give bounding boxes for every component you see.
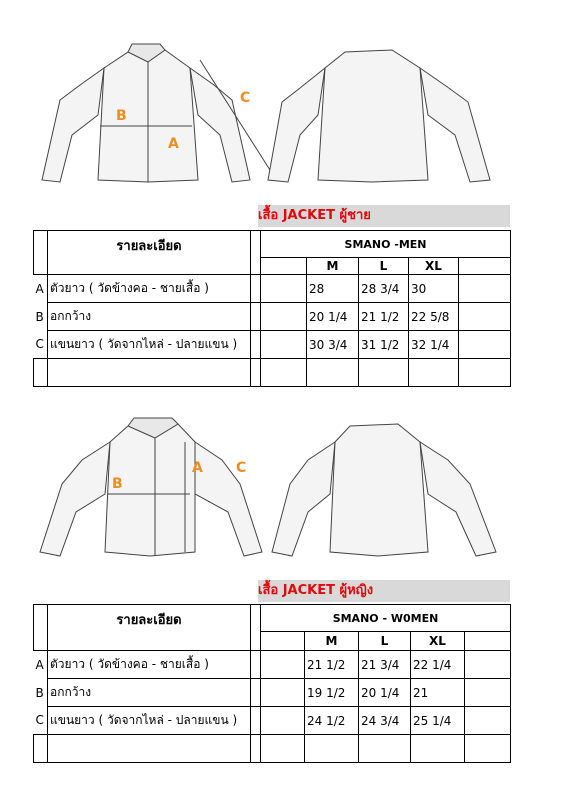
women-jacket-sketch [0, 412, 565, 572]
value-xl: 25 1/4 [411, 707, 465, 735]
table-row [34, 275, 511, 303]
value-m: 28 [307, 275, 359, 303]
men-jacket-sketch [0, 40, 565, 200]
men-brand: SMANO -MEN [261, 231, 511, 258]
women-banner: เสื้อ JACKET ผู้หญิง [258, 580, 510, 602]
value-m: 30 3/4 [307, 331, 359, 359]
value-m: 20 1/4 [307, 303, 359, 331]
table-row [34, 679, 511, 707]
women-brand: SMANO - W0MEN [261, 605, 511, 632]
measure-label-b: B [116, 108, 127, 124]
men-size-m: M [307, 258, 359, 275]
value-l: 28 3/4 [359, 275, 409, 303]
row-label: แขนยาว ( วัดจากไหล่ - ปลายแขน ) [48, 707, 251, 735]
value-xl: 32 1/4 [409, 331, 459, 359]
value-xl: 30 [409, 275, 459, 303]
measure-label-a: A [168, 136, 179, 152]
measure-label-c: C [236, 460, 247, 476]
table-row [34, 331, 511, 359]
women-size-table [33, 604, 510, 763]
men-banner: เสื้อ JACKET ผู้ชาย [258, 205, 510, 227]
value-xl: 22 5/8 [409, 303, 459, 331]
value-m: 21 1/2 [305, 651, 359, 679]
women-size-m: M [305, 632, 359, 651]
row-letter: A [35, 657, 44, 672]
table-row [34, 651, 511, 679]
value-m: 24 1/2 [305, 707, 359, 735]
measure-label-c: C [240, 90, 251, 106]
value-l: 21 1/2 [359, 303, 409, 331]
measure-label-b: B [112, 476, 123, 492]
row-letter: C [35, 337, 44, 352]
table-row [34, 707, 511, 735]
women-size-l: L [359, 632, 411, 651]
men-desc-header: รายละเอียด [48, 231, 251, 275]
row-letter: A [35, 281, 44, 296]
value-l: 20 1/4 [359, 679, 411, 707]
row-label: อกกว้าง [48, 679, 251, 707]
women-desc-header: รายละเอียด [48, 605, 251, 651]
women-size-xl: XL [411, 632, 465, 651]
row-label: แขนยาว ( วัดจากไหล่ - ปลายแขน ) [48, 331, 251, 359]
row-label: อกกว้าง [48, 303, 251, 331]
row-label: ตัวยาว ( วัดข้างคอ - ชายเสื้อ ) [48, 651, 251, 679]
row-letter: B [35, 685, 44, 700]
value-xl: 22 1/4 [411, 651, 465, 679]
row-label: ตัวยาว ( วัดข้างคอ - ชายเสื้อ ) [48, 275, 251, 303]
men-size-xl: XL [409, 258, 459, 275]
measure-label-a: A [192, 460, 203, 476]
value-l: 31 1/2 [359, 331, 409, 359]
value-m: 19 1/2 [305, 679, 359, 707]
value-xl: 21 [411, 679, 465, 707]
men-size-l: L [359, 258, 409, 275]
row-letter: B [35, 309, 44, 324]
value-l: 21 3/4 [359, 651, 411, 679]
value-l: 24 3/4 [359, 707, 411, 735]
table-row [34, 303, 511, 331]
men-size-table [33, 230, 510, 387]
row-letter: C [35, 713, 44, 728]
